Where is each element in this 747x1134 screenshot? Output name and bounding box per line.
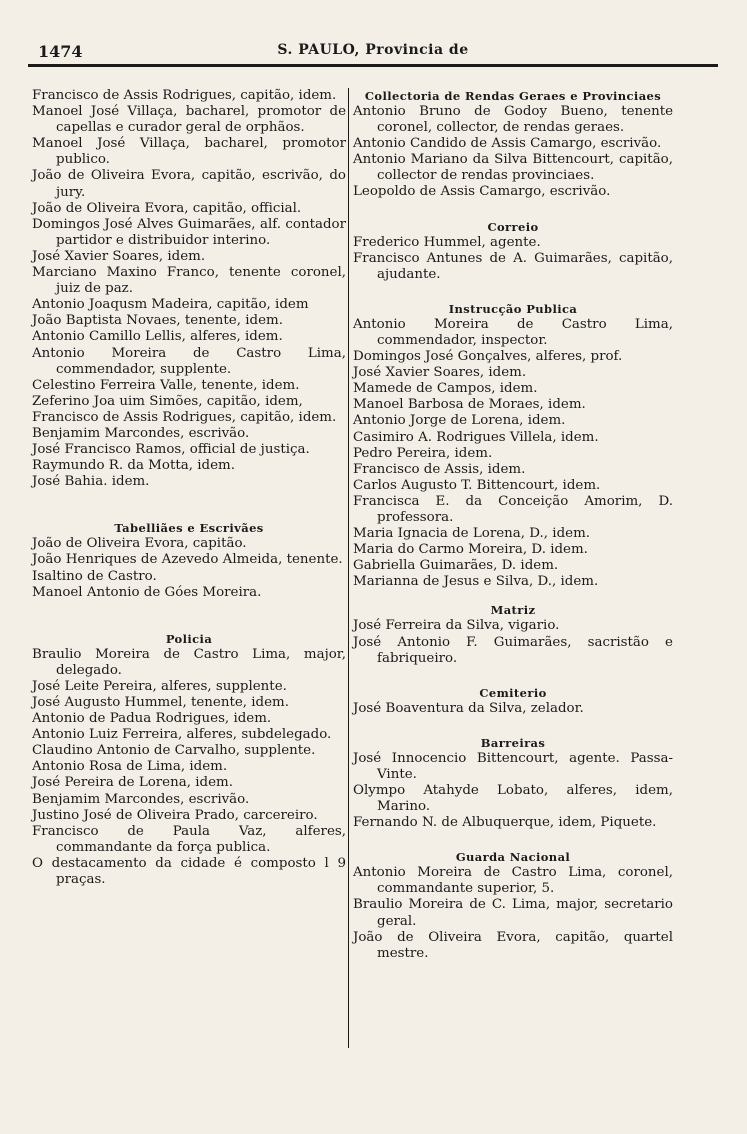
list-item: José Augusto Hummel, tenente, idem. (32, 695, 289, 710)
list-item: Domingos José Gonçalves, alferes, prof. (353, 349, 623, 365)
page-number: 1474 (38, 42, 83, 61)
list-item: Fernando N. de Albuquerque, idem, Piquete. (353, 815, 657, 831)
list-item: João Baptista Novaes, tenente, idem. (32, 313, 283, 329)
list-item: Antonio Moreira de Castro Lima, commendador, supplente. (32, 345, 346, 377)
list-item: Frederico Hummel, agente. (353, 234, 541, 250)
list-item: José Boaventura da Silva, zelador. (353, 700, 584, 716)
right-column (353, 88, 673, 962)
section-title: Barreiras (480, 735, 546, 750)
section-title: Tabelliães e Escrivães (114, 521, 264, 536)
list-item: Antonio Rosa de Lima, idem. (32, 759, 228, 775)
list-item: José Francisco Ramos, official de justiça. (32, 442, 310, 458)
list-item: Mamede de Campos, idem. (353, 381, 538, 397)
list-item: Olympo Atahyde Lobato, alferes, idem, Marino. (353, 783, 673, 815)
list-item: Domingos José Alves Guimarães, alf. contador partidor e distribuidor interino. (32, 216, 346, 248)
list-item: Antonio Joaqusm Madeira, capitão, idem (32, 297, 309, 313)
section-collectoria (353, 88, 673, 201)
list-item: Antonio Mariano da Silva Bittencourt, capitão, collector de rendas provinciaes. (353, 152, 673, 184)
list-item: Antonio Moreira de Castro Lima, coronel, commandante superior, 5. (353, 865, 673, 897)
section-title: Instrucção Publica (448, 301, 578, 316)
section-correio (353, 219, 673, 283)
column-divider (348, 88, 349, 1048)
list-item: Casimiro A. Rodrigues Villela, idem. (353, 429, 599, 445)
section-title: Correio (487, 219, 539, 234)
list-item: Isaltino de Castro. (32, 568, 157, 584)
list-item: Gabriella Guimarães, D. idem. (353, 558, 559, 574)
list-item: José Ferreira da Silva, vigario. (353, 618, 560, 634)
list-item: Leopoldo de Assis Camargo, escrivão. (353, 184, 611, 200)
list-item: Manoel Antonio de Góes Moreira. (32, 584, 262, 600)
list-item: Claudino Antonio de Carvalho, supplente. (32, 743, 316, 759)
list-item: Francisco de Paula Vaz, alferes, commandante da força publica. (32, 823, 346, 855)
list-item: João de Oliveira Evora, capitão. (32, 536, 247, 552)
list-item: João de Oliveira Evora, capitão, official. (32, 200, 302, 216)
list-item: José Xavier Soares, idem. (353, 365, 527, 381)
list-item: José Pereira de Lorena, idem. (32, 775, 233, 791)
page-header (28, 42, 718, 67)
list-item: Antonio Moreira de Castro Lima, commendador, inspector. (353, 316, 673, 348)
list-item: Benjamim Marcondes, escrivão. (32, 791, 250, 807)
list-item: Francisco de Assis Rodrigues, capitão, idem. (32, 88, 337, 103)
list-item: Antonio Jorge de Lorena, idem. (353, 413, 566, 429)
list-item: Justino José de Oliveira Prado, carcereiro. (32, 807, 318, 823)
section-barreiras (353, 735, 673, 831)
list-item: Antonio Luiz Ferreira, alferes, subdelegado. (32, 727, 332, 743)
intro-list (32, 88, 346, 490)
section-title: Policia (165, 631, 213, 646)
list-item: Francisca E. da Conceição Amorim, D. professora. (353, 493, 673, 525)
list-item: José Antonio F. Guimarães, sacristão e fabriqueiro. (353, 634, 673, 666)
list-item: Raymundo R. da Motta, idem. (32, 458, 235, 474)
section-cemiterio (353, 685, 673, 717)
list-item: Francisco Antunes de A. Guimarães, capitão, ajudante. (353, 250, 673, 282)
section-instruccao (353, 301, 673, 591)
list-item: Antonio Camillo Lellis, alferes, idem. (32, 329, 283, 345)
list-item: Antonio Bruno de Godoy Bueno, tenente coronel, collector, de rendas geraes. (353, 104, 673, 136)
list-item: Marianna de Jesus e Silva, D., idem. (353, 574, 599, 590)
list-item: Benjamim Marcondes, escrivão. (32, 425, 250, 441)
list-item: Celestino Ferreira Valle, tenente, idem. (32, 377, 300, 393)
list-item: João de Oliveira Evora, capitão, escrivão, do jury. (32, 168, 346, 200)
list-item: Antonio Candido de Assis Camargo, escrivão. (353, 136, 662, 152)
list-item: João Henriques de Azevedo Almeida, tenente. (32, 552, 343, 568)
section-title: Cemiterio (479, 685, 547, 700)
list-item: Braulio Moreira de C. Lima, major, secretario geral. (353, 897, 673, 929)
list-item: Maria do Carmo Moreira, D. idem. (353, 542, 588, 558)
section-title: Matriz (490, 603, 536, 618)
section-title: Guarda Nacional (455, 850, 571, 865)
section-policia (32, 631, 346, 888)
list-item: Zeferino Joa uim Simões, capitão, idem, (32, 393, 303, 409)
section-matriz (353, 602, 673, 666)
list-item: João de Oliveira Evora, capitão, quartel mestre. (353, 929, 673, 961)
list-item: Francisco de Assis, idem. (353, 461, 526, 477)
list-item: Manoel José Villaça, bacharel, promotor de capellas e curador geral de orphãos. (32, 104, 346, 136)
list-item: Manoel Barbosa de Moraes, idem. (353, 397, 586, 413)
list-item: Antonio de Padua Rodrigues, idem. (32, 711, 272, 727)
list-item: José Xavier Soares, idem. (32, 248, 206, 264)
section-tabelliaes (32, 520, 346, 600)
list-item: Carlos Augusto T. Bittencourt, idem. (353, 477, 601, 493)
section-guarda-nacional (353, 849, 673, 962)
left-column (32, 88, 346, 888)
list-item: José Leite Pereira, alferes, supplente. (32, 678, 287, 694)
list-item: O destacamento da cidade é composto l 9 praças. (32, 855, 346, 888)
running-title: S. PAULO, Provincia de (277, 42, 469, 58)
list-item: Marciano Maxino Franco, tenente coronel, juiz de paz. (32, 265, 346, 297)
list-item: Francisco de Assis Rodrigues, capitão, idem. (32, 409, 337, 425)
list-item: Braulio Moreira de Castro Lima, major, delegado. (32, 646, 346, 678)
list-item: Maria Ignacia de Lorena, D., idem. (353, 526, 591, 542)
list-item: José Bahia. idem. (32, 474, 150, 490)
list-item: Manoel José Villaça, bacharel, promotor publico. (32, 136, 346, 168)
list-item: Pedro Pereira, idem. (353, 445, 493, 461)
section-title: Collectoria de Rendas Geraes e Provinciaes (364, 89, 662, 103)
list-item: José Innocencio Bittencourt, agente. Passa-Vinte. (353, 750, 673, 782)
